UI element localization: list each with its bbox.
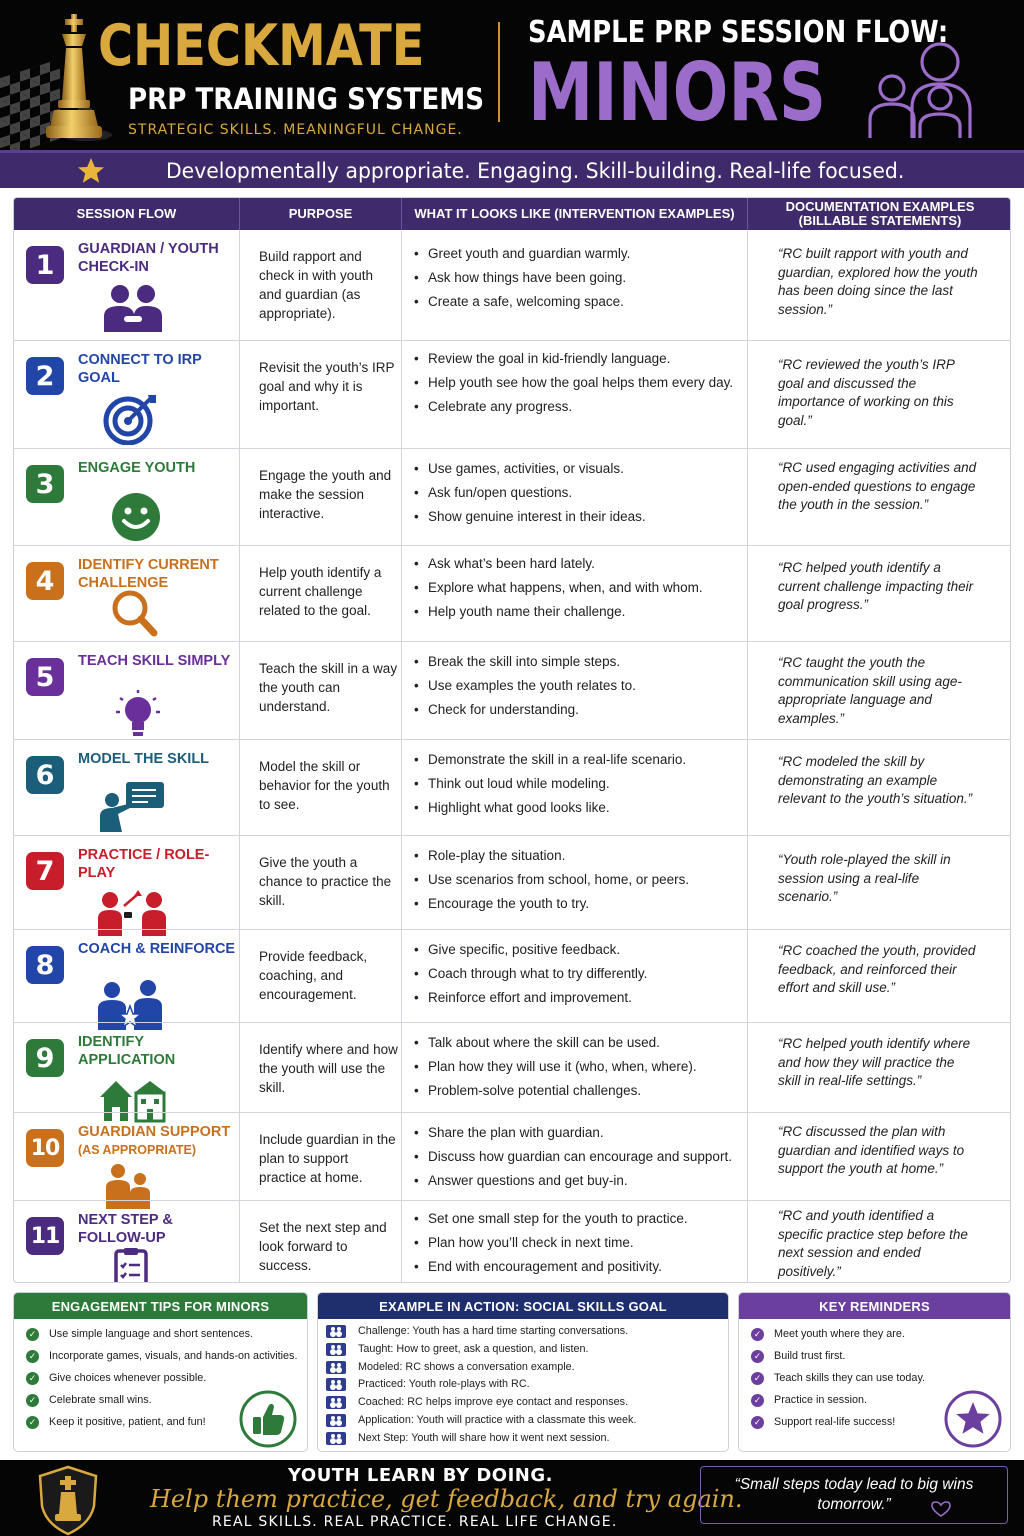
example-title: EXAMPLE IN ACTION: SOCIAL SKILLS GOAL [318,1293,728,1319]
intervention-example: • Show genuine interest in their ideas. [414,507,744,526]
step-title-block [78,1123,238,1159]
key-reminders-panel [738,1292,1011,1452]
looks-like-cell [402,230,748,340]
looks-like-cell [402,341,748,448]
purpose-text: Provide feedback, coaching, and encouragement. [259,949,368,1002]
documentation-text: “RC modeled the skill by demonstrating an example relevant to the youth’s situation.” [778,754,973,806]
smile-icon [104,491,174,543]
step-title-block [78,1211,238,1247]
intervention-example: • Highlight what good looks like. [414,798,744,817]
example-item [326,1378,728,1391]
intervention-example: • Create a safe, welcoming space. [414,292,744,311]
table-row [14,739,1011,835]
purpose-cell [240,341,402,448]
header-documentation: DOCUMENTATION EXAMPLES (BILLABLE STATEMENTS) [785,199,975,228]
purpose-text: Teach the skill in a way the youth can understand. [259,661,398,714]
documentation-cell [748,642,1011,739]
purpose-cell [240,1023,402,1112]
check-icon: ✓ [26,1394,39,1407]
reminder-item-text: Build trust first. [774,1350,846,1362]
documentation-text: “RC coached the youth, provided feedback, and reinforced their effort and skill use.” [778,943,976,995]
intervention-list [414,940,744,1012]
step-title-block [78,750,238,768]
header-purpose: PURPOSE [240,198,402,230]
intervention-example: • Use examples the youth relates to. [414,676,744,695]
reminder-item-text: Teach skills they can use today. [774,1372,926,1384]
people-icon [326,1414,346,1427]
documentation-cell [748,740,1011,835]
footer-main-text: YOUTH LEARN BY DOING. [288,1465,553,1486]
step-title: IDENTIFY APPLICATION [78,1034,176,1068]
intervention-example: • Answer questions and get buy-in. [414,1171,744,1190]
intervention-list [414,1033,744,1105]
looks-like-cell [402,1023,748,1112]
brand-tagline: STRATEGIC SKILLS. MEANINGFUL CHANGE. [128,122,463,138]
key-reminders-title: KEY REMINDERS [739,1293,1010,1319]
reminder-item-text: Practice in session. [774,1394,868,1406]
presenter-icon [98,780,168,832]
session-flow-cell [14,1023,240,1112]
intervention-example: • Ask fun/open questions. [414,483,744,502]
intervention-list [414,244,744,316]
intervention-list [414,554,744,626]
documentation-cell [748,930,1011,1022]
purpose-cell [240,1201,402,1283]
purpose-cell [240,836,402,929]
step-title: NEXT STEP & FOLLOW-UP [78,1212,173,1246]
step-title: MODEL THE SKILL [78,751,210,767]
purpose-text: Help youth identify a current challenge related to the goal. [259,565,382,618]
intervention-example: • Use games, activities, or visuals. [414,459,744,478]
session-flow-cell [14,930,240,1022]
step-number-badge: 9 [26,1039,64,1077]
looks-like-cell [402,930,748,1022]
documentation-text: “RC helped youth identify a current challenge impacting their goal progress.” [778,560,974,612]
example-item-text: Next Step: Youth will share how it went next session. [358,1431,610,1444]
step-number-badge: 10 [26,1129,64,1167]
documentation-text: “RC discussed the plan with guardian and identified ways to support the youth at home.” [778,1124,965,1176]
documentation-text: “RC and youth identified a specific practice step before the next session and ended positively.” [778,1208,968,1279]
tip-item-text: Use simple language and short sentences. [49,1328,254,1340]
documentation-cell [748,341,1011,448]
intervention-example: • Role-play the situation. [414,846,744,865]
step-title-block [78,1033,238,1069]
family-icon [858,38,993,143]
documentation-text: “RC helped youth identify where and how they will practice the skill in real-life settings.” [778,1036,971,1088]
target-icon [98,393,168,445]
check-in-icon [98,282,168,334]
step-title-block [78,652,238,670]
step-title: IDENTIFY CURRENT CHALLENGE [78,557,219,591]
tip-item-text: Celebrate small wins. [49,1394,152,1406]
intervention-example: • Help youth name their challenge. [414,602,744,621]
intervention-list [414,1209,744,1281]
step-title: CONNECT TO IRP GOAL [78,352,202,386]
table-row [14,1200,1011,1283]
session-flow-cell [14,836,240,929]
tip-item-text: Keep it positive, patient, and fun! [49,1416,206,1428]
looks-like-cell [402,836,748,929]
step-number-badge: 3 [26,465,64,503]
example-item [326,1361,728,1374]
clipboard-icon [102,1247,172,1283]
check-icon: ✓ [751,1350,764,1363]
people-icon [326,1396,346,1409]
reminder-item [751,1371,1010,1385]
check-icon: ✓ [26,1328,39,1341]
intervention-example: • Ask what’s been hard lately. [414,554,744,573]
documentation-cell [748,546,1011,641]
footer-sub-text: REAL SKILLS. REAL PRACTICE. REAL LIFE CHANGE. [212,1514,618,1530]
brand-subtitle: PRP TRAINING SYSTEMS [128,82,485,116]
footer-script-text: Help them practice, get feedback, and try again. [150,1485,743,1513]
reminder-item [751,1349,1010,1363]
step-number-badge: 1 [26,246,64,284]
intervention-list [414,652,744,724]
documentation-text: “RC built rapport with youth and guardian, explored how the youth has been doing since the last session.” [778,246,978,317]
intervention-list [414,459,744,531]
table-row [14,641,1011,739]
step-title-block [78,240,238,276]
purpose-text: Engage the youth and make the session interactive. [259,468,392,521]
session-flow-table [13,197,1011,1283]
intervention-list [414,1123,744,1195]
purpose-text: Include guardian in the plan to support practice at home. [259,1132,396,1185]
engagement-tips-panel [13,1292,308,1452]
intervention-example: • Demonstrate the skill in a real-life scenario. [414,750,744,769]
check-icon: ✓ [751,1416,764,1429]
intervention-example: • Help youth see how the goal helps them every day. [414,373,744,392]
brand-title: CHECKMATE [98,13,425,79]
lightbulb-icon [106,690,176,742]
intervention-example: • Ask how things have been going. [414,268,744,287]
table-row [14,340,1011,448]
check-icon: ✓ [26,1416,39,1429]
intervention-example: • Share the plan with guardian. [414,1123,744,1142]
step-number-badge: 4 [26,562,64,600]
example-list [318,1319,728,1445]
people-icon [326,1378,346,1391]
people-icon [326,1343,346,1356]
documentation-cell [748,1201,1011,1283]
step-title: GUARDIAN / YOUTH CHECK-IN [78,241,219,275]
documentation-cell [748,230,1011,340]
intervention-example: • Reinforce effort and improvement. [414,988,744,1007]
table-row [14,1022,1011,1112]
purpose-cell [240,1113,402,1200]
intervention-example: • Plan how you’ll check in next time. [414,1233,744,1252]
tagline-text: Developmentally appropriate. Engaging. Skill-building. Real-life focused. [166,159,905,183]
intervention-example: • Give specific, positive feedback. [414,940,744,959]
magnifier-icon [104,586,174,638]
intervention-example: • Break the skill into simple steps. [414,652,744,671]
session-flow-cell [14,740,240,835]
looks-like-cell [402,740,748,835]
purpose-text: Identify where and how the youth will use the skill. [259,1042,398,1095]
purpose-text: Give the youth a chance to practice the skill. [259,855,392,908]
check-icon: ✓ [751,1394,764,1407]
intervention-example: • Celebrate any progress. [414,397,744,416]
intervention-example: • Problem-solve potential challenges. [414,1081,744,1100]
intervention-list [414,846,744,918]
step-number-badge: 5 [26,658,64,696]
tip-item [26,1371,307,1385]
session-flow-cell [14,341,240,448]
intervention-example: • Explore what happens, when, and with whom. [414,578,744,597]
example-item-text: Practiced: Youth role-plays with RC. [358,1378,530,1391]
session-flow-cell [14,546,240,641]
documentation-text: “RC reviewed the youth’s IRP goal and discussed the importance of working on this goal.” [778,357,955,428]
intervention-example: • Use scenarios from school, home, or peers. [414,870,744,889]
purpose-text: Model the skill or behavior for the youth to see. [259,759,390,812]
example-item [326,1396,728,1409]
intervention-example: • Coach through what to try differently. [414,964,744,983]
intervention-example: • Review the goal in kid-friendly language. [414,349,744,368]
documentation-cell [748,1023,1011,1112]
intervention-example: • Check for understanding. [414,700,744,719]
looks-like-cell [402,642,748,739]
table-row [14,448,1011,545]
star-badge-icon [943,1389,1003,1449]
intervention-example: • Set one small step for the youth to practice. [414,1209,744,1228]
header [0,0,1024,150]
step-title: GUARDIAN SUPPORT [78,1124,231,1140]
engagement-tips-title: ENGAGEMENT TIPS FOR MINORS [14,1293,307,1319]
example-item [326,1432,728,1445]
thumbs-up-icon [238,1389,298,1449]
intervention-example: • End with encouragement and positivity. [414,1257,744,1276]
check-icon: ✓ [751,1328,764,1341]
tip-item-text: Give choices whenever possible. [49,1372,207,1384]
purpose-text: Set the next step and look forward to success. [259,1220,387,1273]
tip-item-text: Incorporate games, visuals, and hands-on activities. [49,1350,298,1362]
table-row [14,929,1011,1022]
intervention-example: • Greet youth and guardian warmly. [414,244,744,263]
reminder-item-text: Meet youth where they are. [774,1328,905,1340]
session-flow-cell [14,230,240,340]
people-icon [326,1361,346,1374]
example-item [326,1325,728,1338]
purpose-cell [240,230,402,340]
purpose-cell [240,546,402,641]
session-flow-cell [14,1201,240,1283]
brand-block [98,12,485,138]
table-row [14,230,1011,340]
example-item-text: Challenge: Youth has a hard time starting conversations. [358,1325,629,1337]
documentation-cell [748,1113,1011,1200]
star-icon [76,156,106,186]
table-row [14,1112,1011,1200]
table-header [14,198,1011,230]
header-looks-like: WHAT IT LOOKS LIKE (INTERVENTION EXAMPLES) [402,198,748,230]
step-title-block [78,459,238,477]
heart-icon [930,1500,952,1518]
step-number-badge: 11 [26,1217,64,1255]
intervention-example: • Encourage the youth to try. [414,894,744,913]
looks-like-cell [402,1113,748,1200]
purpose-cell [240,930,402,1022]
purpose-text: Build rapport and check in with youth and guardian (as appropriate). [259,249,374,321]
purpose-text: Revisit the youth’s IRP goal and why it is important. [259,360,395,413]
intervention-example: • Talk about where the skill can be used. [414,1033,744,1052]
step-number-badge: 6 [26,756,64,794]
check-icon: ✓ [751,1372,764,1385]
step-title: TEACH SKILL SIMPLY [78,653,231,669]
intervention-example: • Think out loud while modeling. [414,774,744,793]
session-flow-cell [14,1113,240,1200]
session-flow-cell [14,642,240,739]
example-item-text: Coached: RC helps improve eye contact and responses. [358,1396,629,1409]
audience-title: MINORS [528,46,827,139]
looks-like-cell [402,449,748,545]
footer-quote-text: “Small steps today lead to big wins tomorrow.” [734,1476,974,1513]
step-number-badge: 2 [26,357,64,395]
example-item-text: Taught: How to greet, ask a question, and listen. [358,1342,589,1355]
documentation-text: “RC used engaging activities and open-ended questions to engage the youth in the session.” [778,460,977,512]
example-item-text: Application: Youth will practice with a classmate this week. [358,1413,637,1426]
intervention-example: • Discuss how guardian can encourage and support. [414,1147,744,1166]
header-session-flow: SESSION FLOW [14,198,240,230]
step-subtitle: (AS APPROPRIATE) [78,1143,197,1157]
example-in-action-panel [317,1292,729,1452]
step-title: ENGAGE YOUTH [78,460,196,476]
footer-quote [700,1466,1008,1524]
step-title-block [78,846,238,882]
example-item [326,1343,728,1356]
check-icon: ✓ [26,1350,39,1363]
people-icon [326,1432,346,1445]
step-title-block [78,351,238,387]
check-icon: ✓ [26,1372,39,1385]
sample-title: SAMPLE PRP SESSION FLOW: [528,15,949,50]
table-row [14,545,1011,641]
documentation-text: “Youth role-played the skill in session using a real-life scenario.” [778,852,951,904]
documentation-cell [748,836,1011,929]
looks-like-cell [402,546,748,641]
step-title-block [78,940,238,958]
step-title: PRACTICE / ROLE-PLAY [78,847,210,881]
intervention-list [414,349,744,421]
tip-item [26,1327,307,1341]
step-title: COACH & REINFORCE [78,941,236,957]
purpose-cell [240,740,402,835]
people-icon [326,1325,346,1338]
session-flow-cell [14,449,240,545]
documentation-cell [748,449,1011,545]
intervention-list [414,750,744,822]
documentation-text: “RC taught the youth the communication skill using age-appropriate language and examples.” [778,655,962,726]
example-item [326,1414,728,1427]
intervention-example: • Plan how they will use it (who, when, where). [414,1057,744,1076]
step-number-badge: 7 [26,852,64,890]
shield-chess-icon [32,1464,104,1536]
table-row [14,835,1011,929]
tagline-bar [0,150,1024,188]
purpose-cell [240,642,402,739]
purpose-cell [240,449,402,545]
example-item-text: Modeled: RC shows a conversation example. [358,1360,575,1373]
tip-item [26,1349,307,1363]
reminder-item-text: Support real-life success! [774,1416,896,1428]
looks-like-cell [402,1201,748,1283]
step-number-badge: 8 [26,946,64,984]
footer [0,1460,1024,1536]
header-divider [498,22,500,122]
reminder-item [751,1327,1010,1341]
